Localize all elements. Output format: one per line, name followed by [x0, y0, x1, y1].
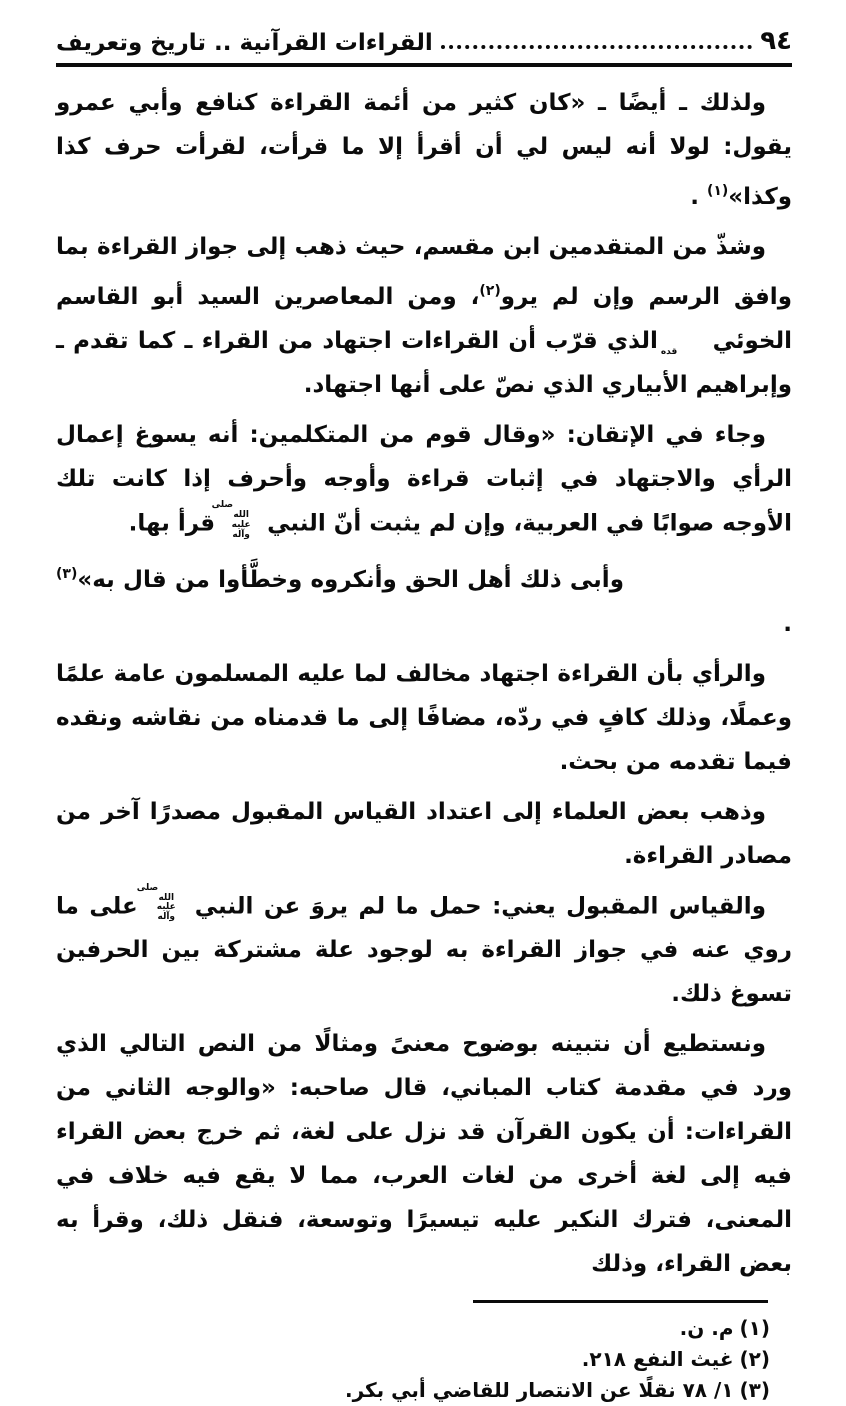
- footnotes: [56, 1313, 770, 1406]
- footnote-text: م. ن.: [679, 1316, 734, 1341]
- page-header: [56, 26, 792, 56]
- footnote-marker: (١): [739, 1316, 770, 1341]
- text-run: .: [690, 184, 707, 210]
- text-run: قرأ بها.: [128, 510, 224, 537]
- text-run: وشذّ من المتقدمين ابن مقسم، حيث ذهب إلى جواز القراءة بما وافق الرسم وإن لم يرو: [56, 234, 792, 310]
- paragraph: [56, 790, 792, 878]
- honorific-mark: صلى الله عليه وآله: [136, 882, 176, 923]
- text-run: ، ومن المعاصرين السيد أبو القاسم الخوئي: [56, 284, 792, 354]
- text-run: ولذلك ـ أيضًا ـ «كان كثير من أئمة القراءة كنافع وأبي عمرو يقول: لولا أنه ليس لي أن أقرأ إلا ما قرأت، لقرأت حرف كذا وكذا»: [56, 90, 792, 210]
- paragraph: [56, 884, 792, 1017]
- footnote-ref: (٢): [479, 283, 501, 299]
- text-run: والقياس المقبول يعني: حمل ما لم يروَ عن النبي: [184, 893, 766, 920]
- footnote-text: غيث النفع ٢١٨.: [581, 1347, 734, 1372]
- header-rule: [56, 63, 792, 67]
- text-run: الذي قرّب أن القراءات اجتهاد من القراء ـ كما تقدم ـ وإبراهيم الأبياري الذي نصّ على أنها اجتهاد.: [56, 328, 792, 398]
- honorific-mark: قده: [660, 347, 678, 357]
- text-run: .: [783, 610, 792, 637]
- footnote: [56, 1313, 770, 1344]
- running-title: القراءات القرآنية .. تاريخ وتعريف: [56, 30, 433, 56]
- footnote-marker: (٣): [739, 1378, 770, 1403]
- footnote-ref: (٣): [56, 565, 78, 582]
- paragraph: [56, 81, 792, 219]
- paragraph: [56, 225, 792, 407]
- text-run: والرأي بأن القراءة اجتهاد مخالف لما عليه المسلمون عامة علمًا وعملًا، وذلك كافٍ في ردّه، مضافًا إلى ما قدمناه من نقاشه ونقده فيما تقدمه من بحث.: [56, 660, 792, 775]
- paragraph: [56, 652, 792, 784]
- paragraph: [56, 413, 792, 546]
- footnote-text: ١/ ٧٨ نقلًا عن الانتصار للقاضي أبي بكر.: [344, 1378, 734, 1403]
- footnote: [56, 1344, 770, 1375]
- footnote: [56, 1375, 770, 1406]
- text-run: ونستطيع أن نتبينه بوضوح معنىً ومثالًا من النص التالي الذي ورد في مقدمة كتاب المباني، قال صاحبه: «والوجه الثاني من القراءات: أن يكون القرآن قد نزل على لغة، ثم خرج بعض القراء فيه إلى لغة أخرى من لغات العرب، مما لا يقع فيه خلاف في المعنى، فترك النكير عليه تيسيرًا وتوسعة، فنقل ذلك، وقرأ به بعض القراء، وذلك: [56, 1031, 792, 1278]
- footnote-separator: [473, 1300, 768, 1303]
- text-run: وذهب بعض العلماء إلى اعتداد القياس المقبول مصدرًا آخر من مصادر القراءة.: [56, 798, 792, 869]
- text-run: وجاء في الإتقان: «وقال قوم من المتكلمين: أنه يسوغ إعمال الرأي والاجتهاد في إثبات قراءة وأوجه وأحرف إذا كانت تلك الأوجه صوابًا في العربية، وإن لم يثبت أنّ النبي: [56, 422, 792, 537]
- page-number: ٩٤: [760, 26, 792, 56]
- honorific-mark: صلى الله عليه وآله: [211, 500, 251, 540]
- footnote-marker: (٢): [739, 1347, 770, 1372]
- paragraph: [56, 1022, 792, 1286]
- text-run: وأبى ذلك أهل الحق وأنكروه وخطَّأوا من قال به»: [77, 566, 624, 593]
- body-text: [56, 81, 792, 1286]
- text-run: على ما روي عنه في جواز القراءة به لوجود علة مشتركة بين الحرفين تسوغ ذلك.: [56, 893, 792, 1008]
- paragraph: [56, 552, 792, 646]
- footnote-ref: (١): [706, 183, 729, 199]
- dot-leader: [441, 45, 753, 49]
